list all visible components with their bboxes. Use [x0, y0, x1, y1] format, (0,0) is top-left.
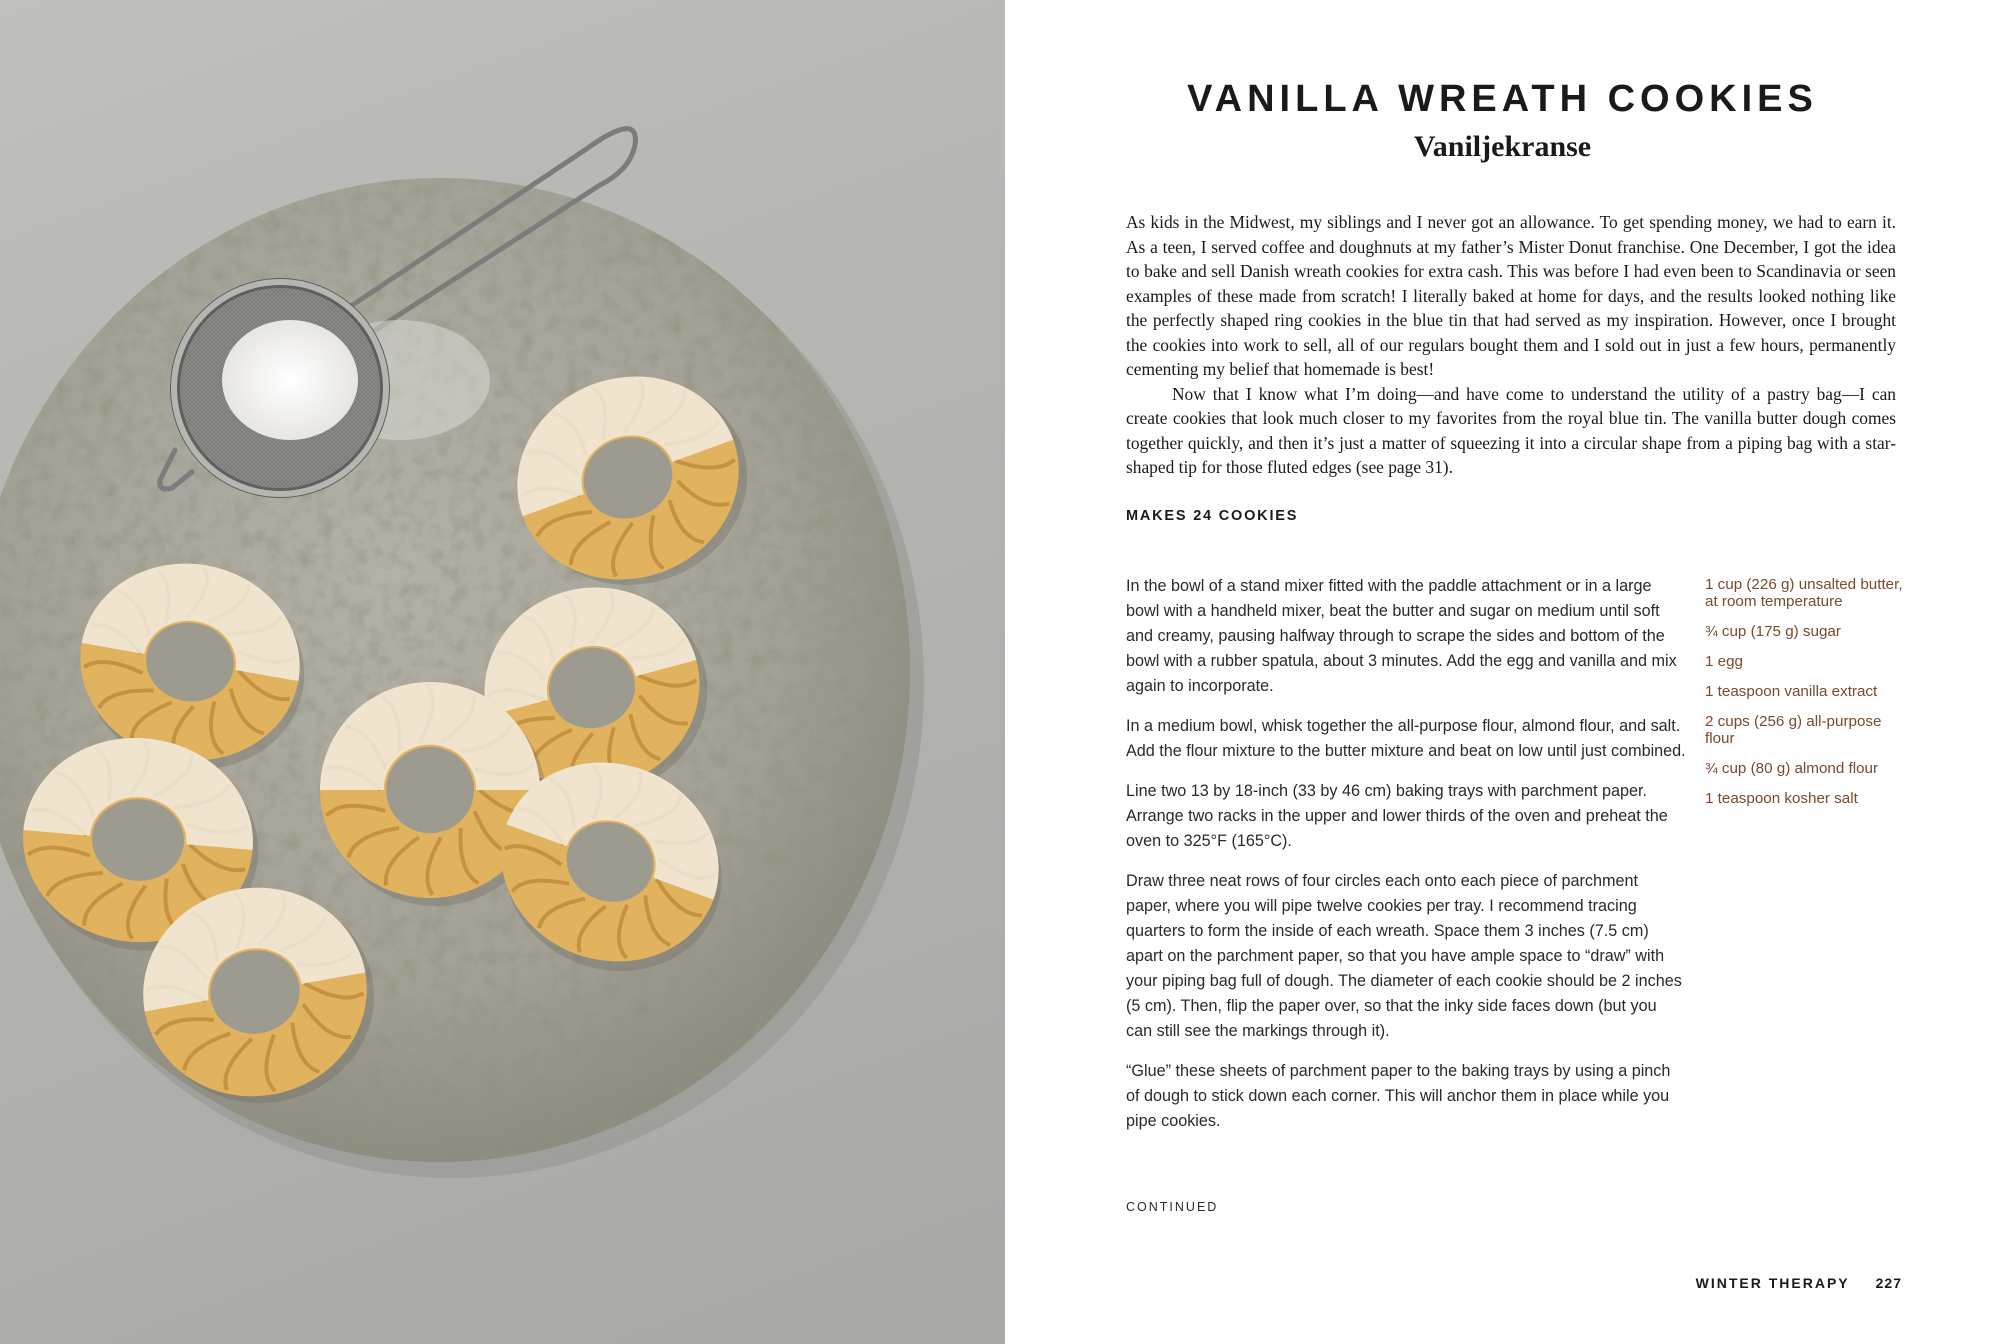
- ingredient-item: 1 egg: [1705, 653, 1744, 670]
- recipe-yield: MAKES 24 COOKIES: [1126, 508, 1299, 524]
- step-paragraph: Draw three neat rows of four circles each onto each piece of parchment paper, where you will pipe twelve cookies per tray. I recommend tracing quarters to form the inside of each wreath. Space them 3 inches (7.5 cm) apart on the parchment paper, so that you have ample space to “draw” with your piping bag full of dough. The diameter of each cookie should be 2 inches (5 cm). Then, flip the paper over, so that the inky side faces down (but you can still see the markings through it).: [1126, 872, 1682, 1040]
- ingredient-item: 1 teaspoon kosher salt: [1705, 790, 1858, 807]
- intro-paragraph: As kids in the Midwest, my siblings and I never got an allowance. To get spending money, we had to earn it. As a teen, I served coffee and doughnuts at my father’s Mister Donut franchise. One December, I got the idea to bake and sell Danish wreath cookies for extra cash. This was before I had even been to Scandinavia or seen examples of these made from scratch! I literally baked at home for days, and the results looked nothing like the perfectly shaped ring cookies in the blue tin that had served as my inspiration. However, once I brought the cookies into work to sell, all of our regulars bought them and I sold out in just a few hours, permanently cementing my belief that homemade is best!: [1126, 212, 1896, 379]
- continued-label: CONTINUED: [1126, 1200, 1219, 1214]
- ingredient-item: 1 cup (226 g) unsalted butter, at room temperature: [1705, 576, 1903, 610]
- step-paragraph: In the bowl of a stand mixer fitted with the paddle attachment or in a large bowl with a handheld mixer, beat the butter and sugar on medium until soft and creamy, pausing halfway through to scrape the sides and bottom of the bowl with a rubber spatula, about 3 minutes. Add the egg and vanilla and mix again to incorporate.: [1126, 577, 1677, 695]
- recipe-intro: [1126, 210, 1896, 480]
- ingredient-item: ¾ cup (80 g) almond flour: [1705, 760, 1879, 777]
- intro-paragraph: Now that I know what I’m doing—and have come to understand the utility of a pastry bag—I can create cookies that look much closer to my favorites from the royal blue tin. The vanilla butter dough comes together quickly, and then it’s just a matter of squeezing it into a circular shape from a piping bag with a star-shaped tip for those fluted edges (see page 31).: [1126, 383, 1896, 477]
- ingredient-item: ¾ cup (175 g) sugar: [1705, 623, 1841, 640]
- section-name: WINTER THERAPY: [1695, 1275, 1850, 1291]
- recipe-subtitle: Vaniljekranse: [1413, 130, 1592, 163]
- ingredient-item: 2 cups (256 g) all-purpose flour: [1705, 713, 1882, 747]
- recipe-page: [1005, 0, 2000, 1344]
- recipe-steps: [1126, 574, 1686, 1149]
- page-number: 227: [1875, 1275, 1902, 1291]
- step-paragraph: In a medium bowl, whisk together the all-purpose flour, almond flour, and salt. Add the flour mixture to the butter mixture and beat on low until just combined.: [1126, 717, 1686, 760]
- recipe-title: VANILLA WREATH COOKIES: [1187, 78, 1818, 120]
- ingredient-list: [1705, 576, 1905, 820]
- page-footer: [1696, 1275, 1902, 1291]
- step-paragraph: “Glue” these sheets of parchment paper to the baking trays by using a pinch of dough to stick down each corner. This will anchor them in place while you pipe cookies.: [1126, 1062, 1671, 1130]
- ingredient-item: 1 teaspoon vanilla extract: [1705, 683, 1878, 700]
- step-paragraph: Line two 13 by 18-inch (33 by 46 cm) baking trays with parchment paper. Arrange two racks in the upper and lower thirds of the oven and preheat the oven to 325°F (165°C).: [1126, 782, 1668, 850]
